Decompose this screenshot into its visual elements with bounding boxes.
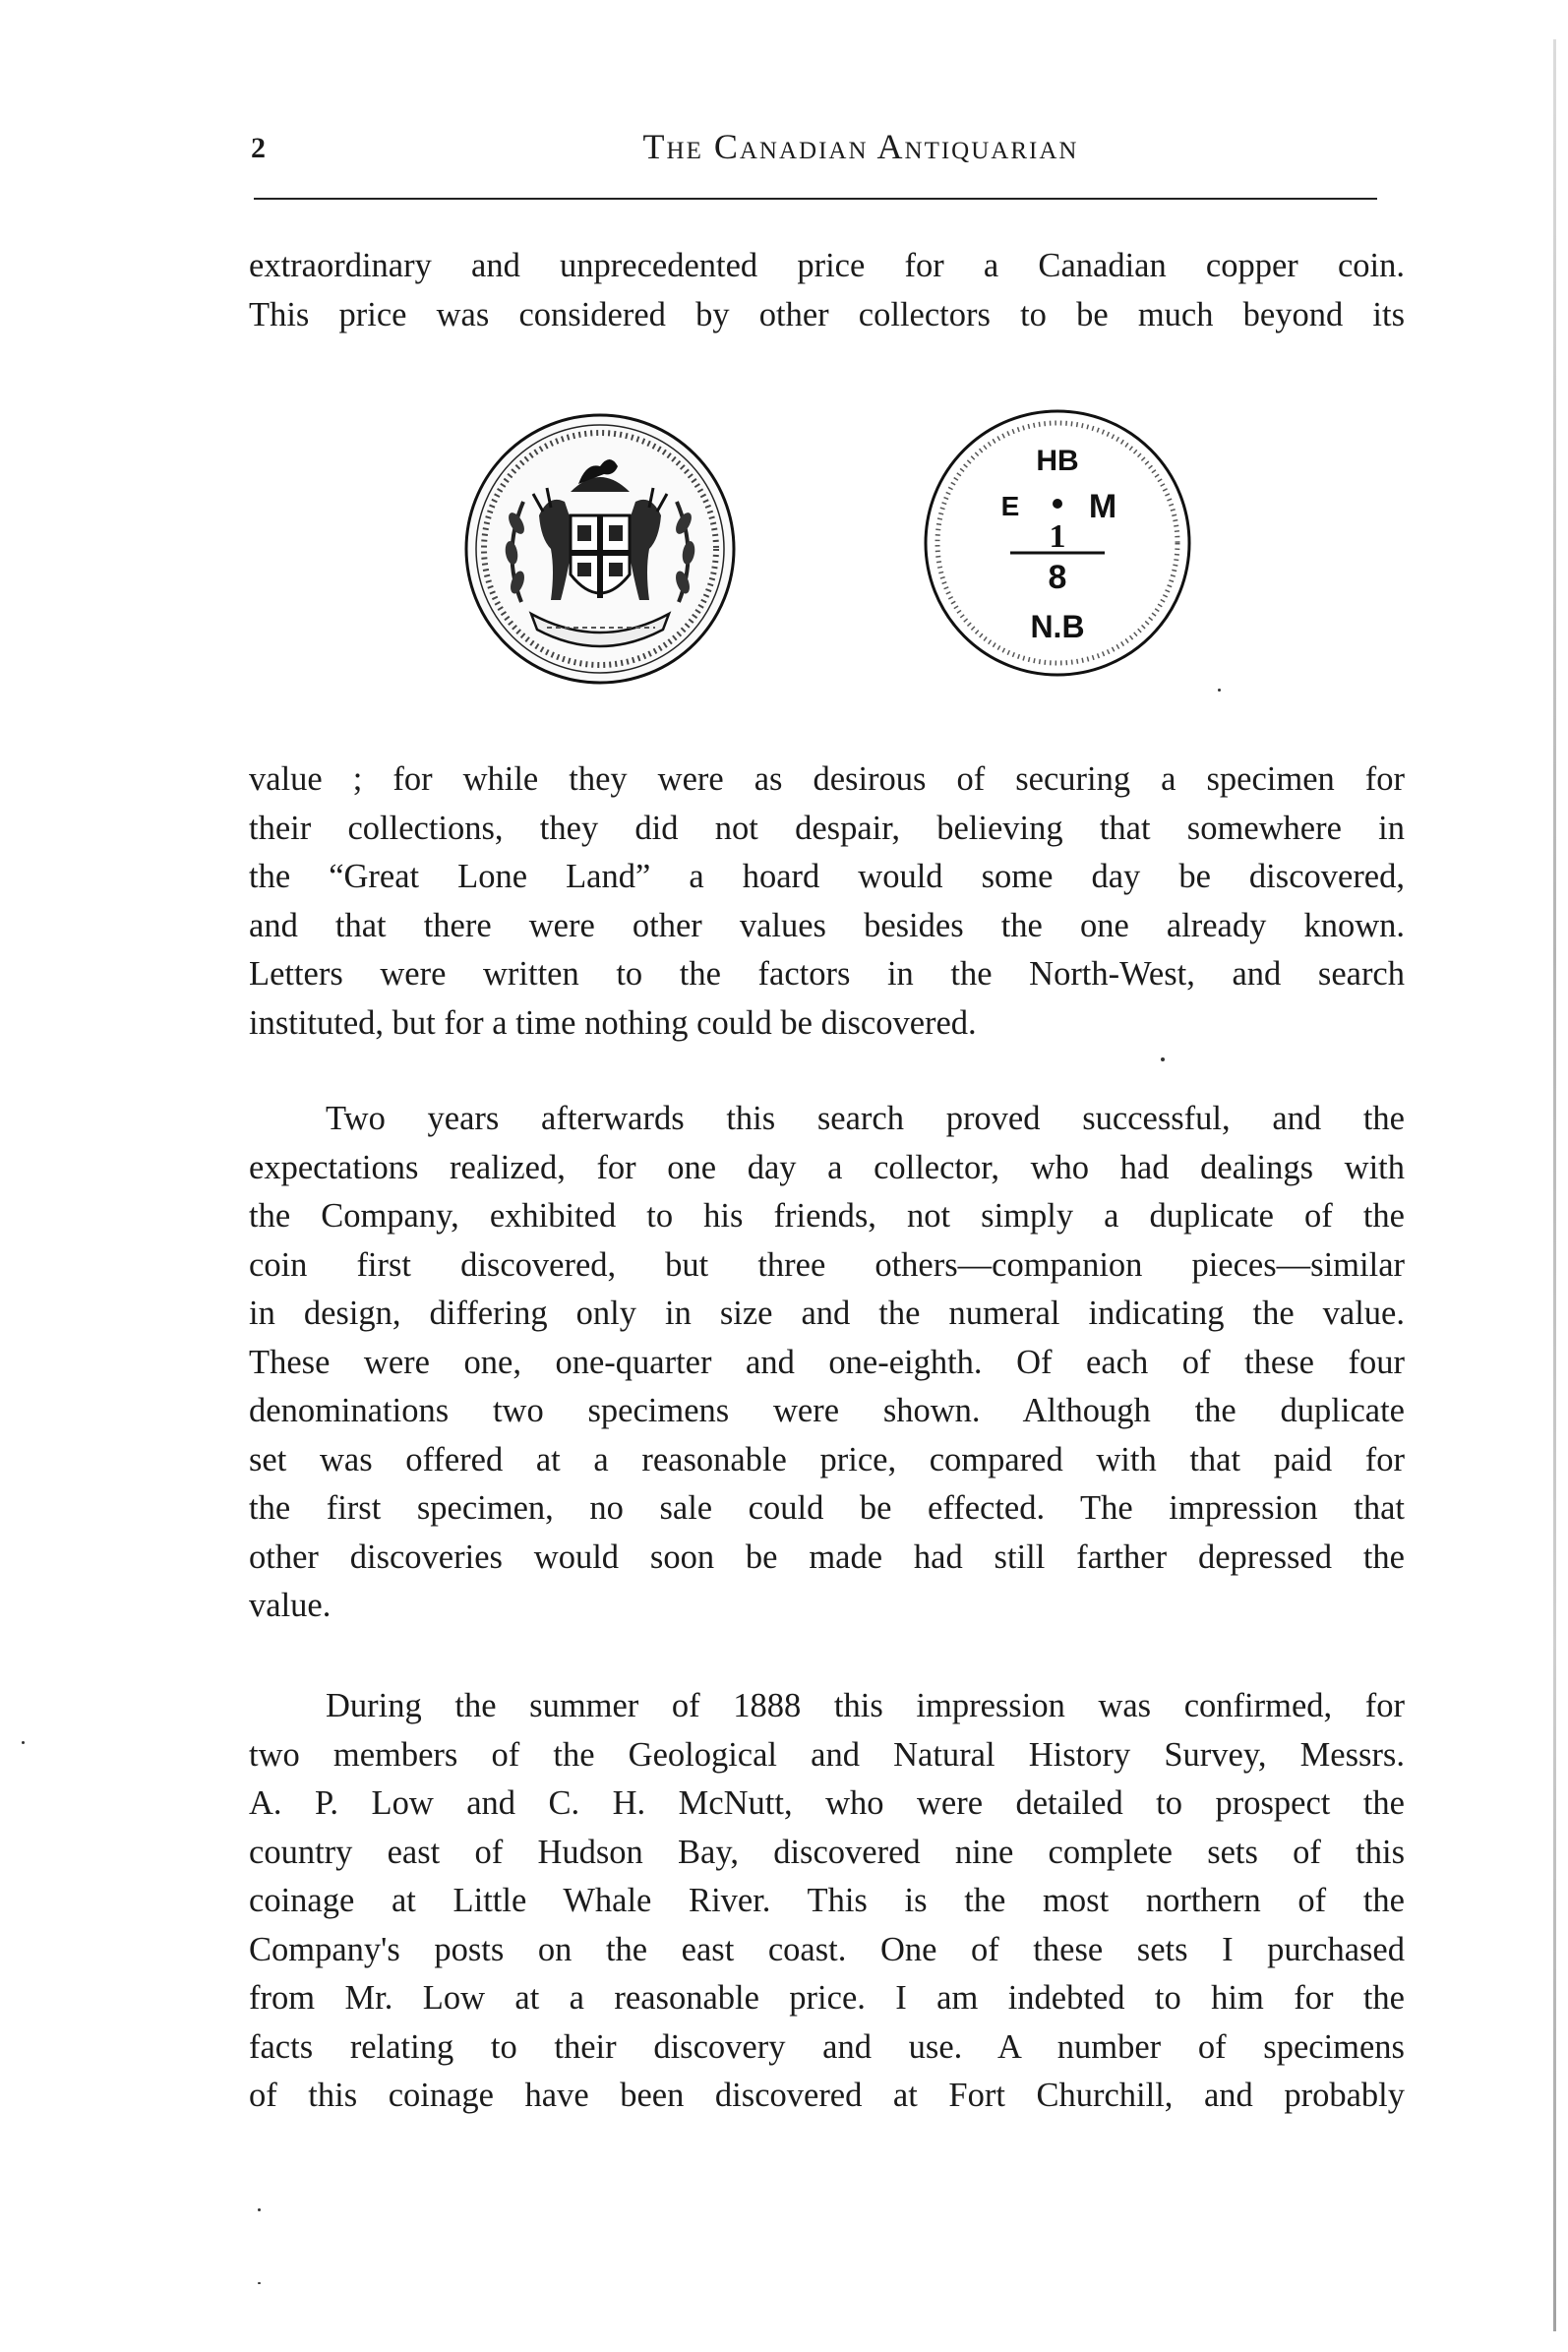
paragraph — [249, 1095, 1405, 1631]
text-line: extraordinary and unprecedented price for a Canadian copper coin. — [249, 247, 1405, 284]
paragraph — [249, 755, 1405, 1048]
text-line: coinage at Little Whale River. This is the most northern of the — [249, 1882, 1405, 1919]
text-line: A. P. Low and C. H. McNutt, who were detailed to prospect the — [249, 1784, 1405, 1822]
page-edge-shadow — [1553, 39, 1556, 2331]
header-rule — [254, 198, 1377, 200]
coat-of-arms-coin-icon — [462, 405, 738, 693]
paragraph — [249, 1682, 1405, 2121]
paragraph-continued — [249, 242, 1405, 339]
scan-speck — [1161, 1057, 1165, 1061]
scan-speck — [1218, 689, 1221, 692]
journal-title: The Canadian Antiquarian — [642, 127, 1079, 166]
text-line: the first specimen, no sale could be effected. The impression that — [249, 1489, 1405, 1527]
text-line: Company's posts on the east coast. One of these sets I purchased — [249, 1930, 1405, 1968]
text-line: country east of Hudson Bay, discovered nine complete sets of this — [249, 1833, 1405, 1871]
text-line: of this coinage have been discovered at Fort Churchill, and probably — [249, 2077, 1405, 2114]
coin-obverse-illustration — [462, 405, 738, 693]
text-line: facts relating to their discovery and use. A number of specimens — [249, 2027, 1405, 2066]
text-line: This price was considered by other collectors to be much beyond its — [249, 295, 1405, 333]
text-line: value. — [249, 1587, 332, 1624]
page-number: 2 — [251, 132, 266, 164]
text-line: other discoveries would soon be made had still farther depressed the — [249, 1538, 1405, 1576]
text-line: coin first discovered, but three others—companion pieces—similar — [249, 1245, 1405, 1284]
text-line: instituted, but for a time nothing could be discovered. — [249, 1003, 977, 1042]
scan-speck — [258, 2208, 261, 2211]
coin-mark-top: HB — [1036, 445, 1079, 477]
text-line: set was offered at a reasonable price, compared with that paid for — [249, 1440, 1405, 1478]
text-line: the Company, exhibited to his friends, not simply a duplicate of the — [249, 1197, 1405, 1235]
text-line: the “Great Lone Land” a hoard would some day be discovered, — [249, 858, 1405, 895]
text-line: Two years afterwards this search proved successful, and the — [326, 1100, 1405, 1137]
scan-speck — [258, 2282, 261, 2284]
denomination-coin-icon — [920, 405, 1195, 681]
coin-reverse-illustration — [920, 405, 1195, 681]
coin-mark-left: E — [1000, 491, 1020, 521]
text-line: in design, differing only in size and the numeral indicating the value. — [249, 1295, 1405, 1332]
coin-mark-right: M — [1088, 488, 1117, 525]
text-line: These were one, one-quarter and one-eighth. Of each of these four — [249, 1343, 1405, 1381]
text-line: value ; for while they were as desirous of securing a specimen for — [249, 760, 1405, 798]
text-line: Letters were written to the factors in the North-West, and search — [249, 955, 1405, 993]
text-line: expectations realized, for one day a collector, who had dealings with — [249, 1148, 1405, 1186]
text-line: their collections, they did not despair, believing that somewhere in — [249, 809, 1405, 847]
text-line: two members of the Geological and Natural History Survey, Messrs. — [249, 1735, 1405, 1774]
coin-mark-bottom: N.B — [1030, 609, 1085, 644]
text-line: denominations two specimens were shown. Although the duplicate — [249, 1392, 1405, 1429]
text-line: from Mr. Low at a reasonable price. I am indebted to him for the — [249, 1979, 1405, 2017]
running-head — [251, 126, 1382, 185]
text-line: and that there were other values besides the one already known. — [249, 906, 1405, 944]
coin-numerator: 1 — [1049, 518, 1066, 555]
scan-speck — [22, 1741, 25, 1744]
text-line: During the summer of 1888 this impression was confirmed, for — [326, 1687, 1405, 1724]
coin-denominator: 8 — [1048, 559, 1067, 596]
